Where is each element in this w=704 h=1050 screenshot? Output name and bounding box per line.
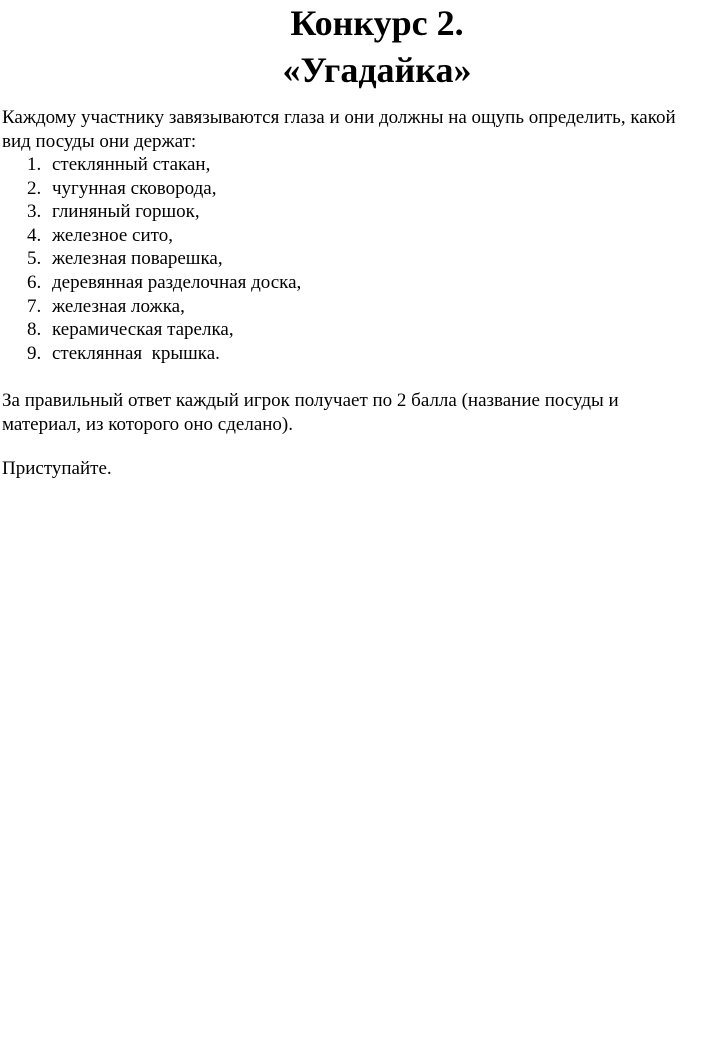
item-text: стеклянный стакан, <box>52 154 211 175</box>
item-number: 3. <box>27 201 42 223</box>
item-text: железная ложка, <box>52 295 185 317</box>
item-text: чугунная сковорода, <box>52 177 217 199</box>
item-text: глиняный горшок, <box>52 201 200 223</box>
item-number: 5. <box>27 248 42 270</box>
item-number: 4. <box>27 224 42 246</box>
item-text: деревянная разделочная доска, <box>52 271 302 293</box>
item-text: железное сито, <box>52 224 173 246</box>
item-text: стеклянная крышка. <box>52 342 220 364</box>
item-text: керамическая тарелка, <box>52 319 234 341</box>
item-number: 6. <box>27 271 42 293</box>
item-text: железная поварешка, <box>52 248 223 270</box>
item-number: 7. <box>27 295 42 317</box>
intro-paragraph: Каждому участнику завязываются глаза и они должны на ощупь определить, какой вид посуды они держат: <box>2 107 676 152</box>
contest-name: «Угадайка» <box>282 50 472 90</box>
item-number: 2. <box>27 177 42 199</box>
closing-line: Приступайте. <box>2 458 112 479</box>
item-number: 9. <box>27 342 42 364</box>
page-title: Конкурс 2. <box>290 3 464 43</box>
item-number: 1. <box>27 154 42 175</box>
item-number: 8. <box>27 319 42 341</box>
scoring-rule-paragraph: За правильный ответ каждый игрок получает по 2 балла (название посуды и материал, из которого оно сделано). <box>2 390 619 435</box>
